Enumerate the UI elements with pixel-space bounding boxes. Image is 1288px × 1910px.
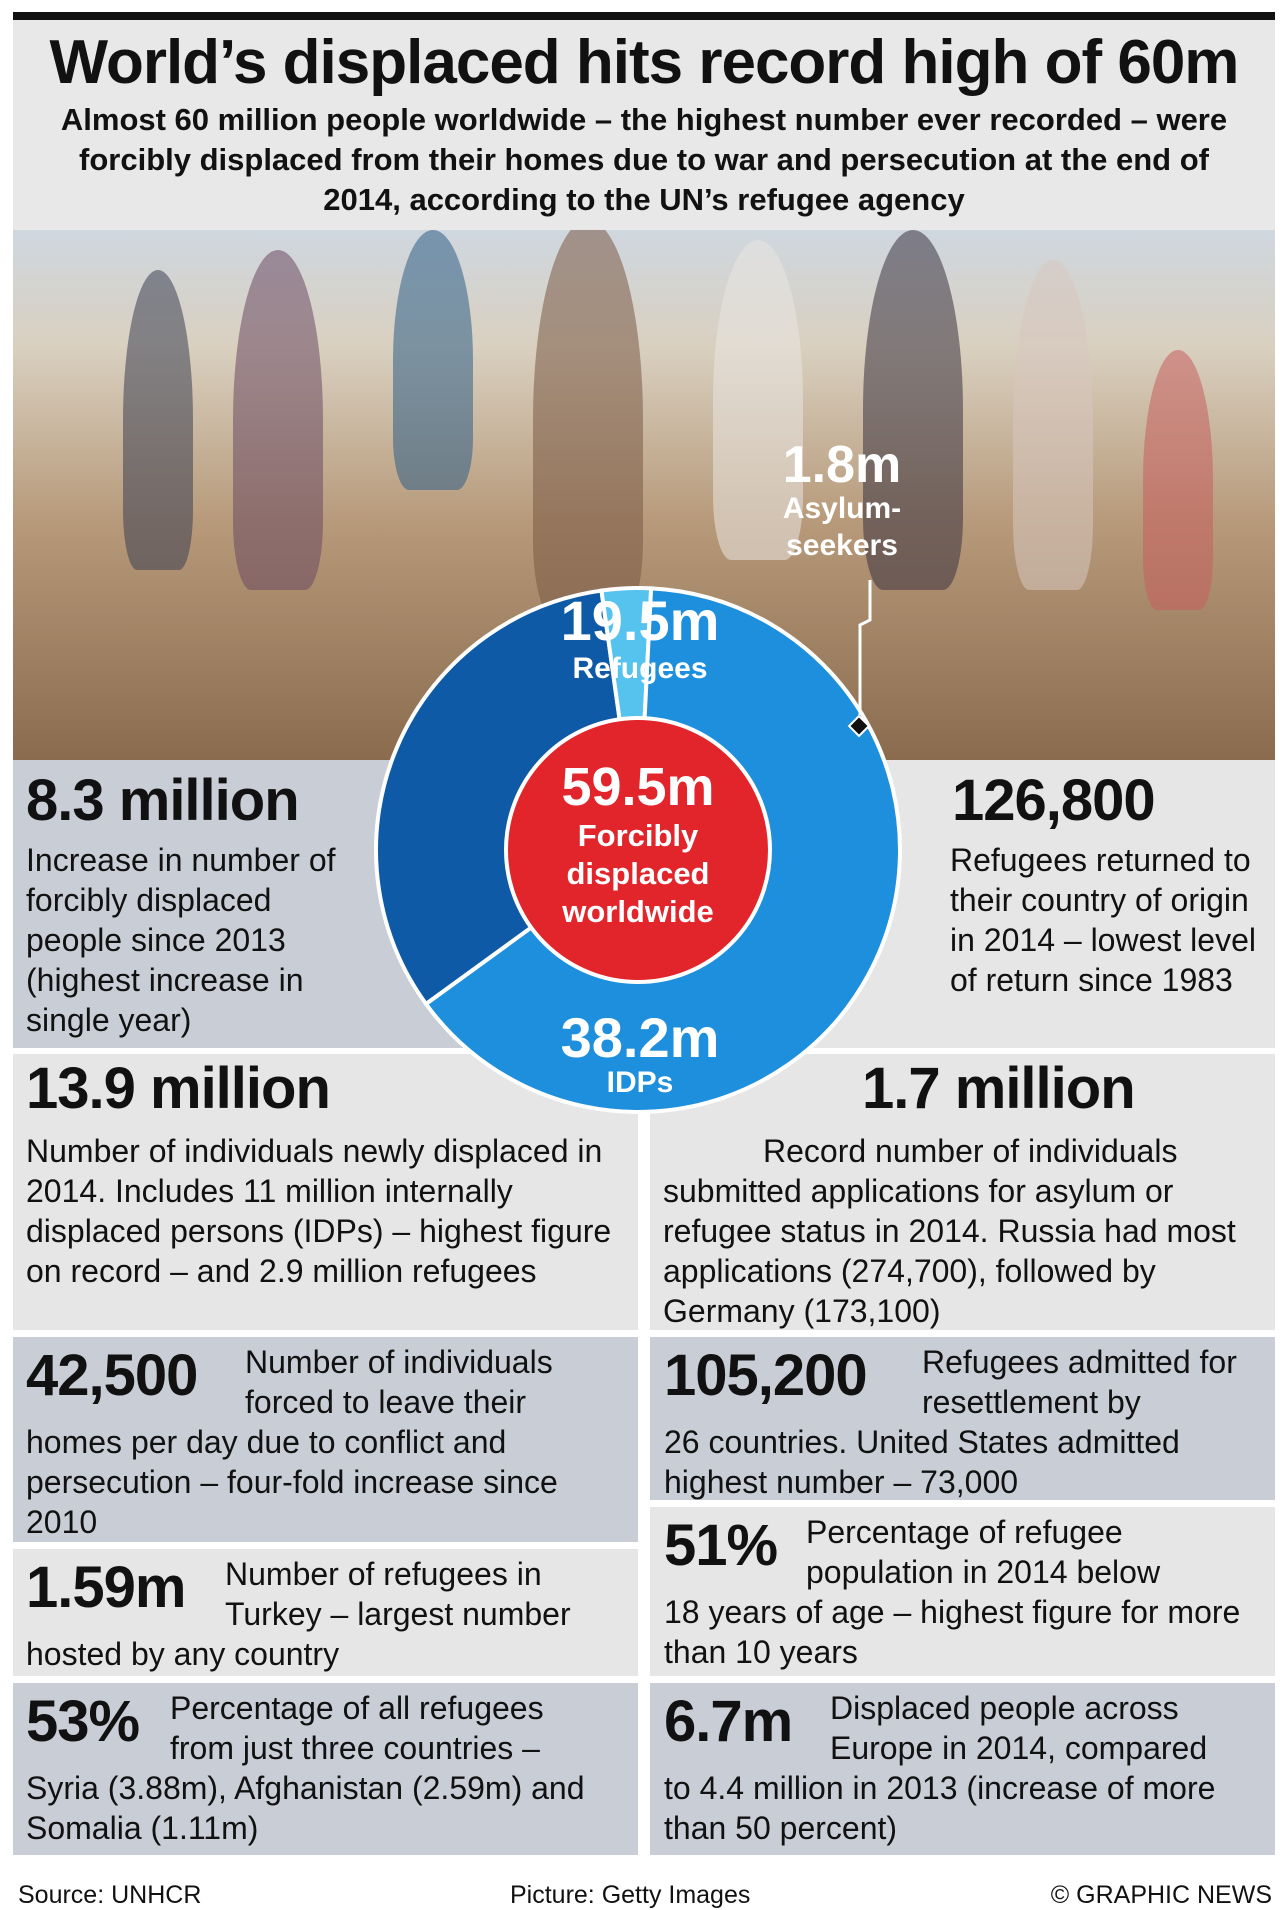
stat-3-number: 13.9 million (26, 1056, 330, 1121)
center-total-line-3: worldwide (562, 894, 714, 929)
footer-credit: © GRAPHIC NEWS (1050, 1881, 1272, 1909)
stat-10-text-a: Displaced people across Europe in 2014, compared (830, 1690, 1208, 1766)
asylum-name-label-2: seekers (786, 529, 898, 562)
asylum-value-label: 1.8m (782, 436, 902, 494)
stat-8-text-a: Percentage of refugee population in 2014 below (806, 1514, 1161, 1590)
stat-1-number: 8.3 million (26, 768, 299, 833)
idps-name-label: IDPs (606, 1066, 674, 1099)
stat-5-text-a: Number of individuals forced to leave their (245, 1344, 553, 1420)
stat-7-number: 1.59m (26, 1555, 186, 1620)
stat-2-number: 126,800 (952, 768, 1155, 833)
stat-5-number: 42,500 (26, 1343, 198, 1408)
refugees-value-label: 19.5m (560, 589, 720, 652)
stat-3-text: Number of individuals newly displaced in 2014. Includes 11 million internally displaced persons (IDPs) – highest figure on record – and 2.9 million refugees (26, 1133, 612, 1289)
footer-source: Source: UNHCR (18, 1881, 202, 1909)
center-total-line-1: Forcibly (577, 818, 699, 853)
stat-9-text-b: Syria (3.88m), Afghanistan (2.59m) and Somalia (1.11m) (26, 1770, 585, 1846)
stat-4-text: Record number of individuals submitted applications for asylum or refugee status in 2014. Russia had most applications (274,700), followed by Germany (173,100) (663, 1133, 1236, 1329)
stat-5-text-b: homes per day due to conflict and persecution – four-fold increase since 2010 (26, 1424, 558, 1540)
stat-8-text-b: 18 years of age – highest figure for more than 10 years (664, 1594, 1241, 1670)
stat-6-number: 105,200 (664, 1343, 867, 1408)
asylum-name-label-1: Asylum- (782, 492, 902, 525)
idps-value-label: 38.2m (560, 1006, 720, 1069)
stat-7-text-b: hosted by any country (26, 1636, 340, 1672)
stat-8-number: 51% (664, 1513, 778, 1578)
stat-1-text: Increase in number of forcibly displaced people since 2013 (highest increase in single year) (26, 842, 336, 1038)
stat-9-number: 53% (26, 1689, 140, 1754)
refugees-name-label: Refugees (572, 652, 708, 685)
center-total-line-2: displaced (566, 856, 710, 891)
stat-2-text: Refugees returned to their country of origin in 2014 – lowest level of return since 1983 (950, 842, 1256, 998)
center-total-value: 59.5m (561, 757, 715, 817)
stat-6-text-b: 26 countries. United States admitted highest number – 73,000 (664, 1424, 1180, 1500)
stat-10-number: 6.7m (664, 1689, 793, 1754)
stat-7-text-a: Number of refugees in Turkey – largest number (225, 1556, 571, 1632)
stat-10-text-b: to 4.4 million in 2013 (increase of more than 50 percent) (664, 1770, 1216, 1846)
page-title: World’s displaced hits record high of 60m (49, 28, 1239, 97)
stat-4-number: 1.7 million (862, 1056, 1135, 1121)
footer-picture: Picture: Getty Images (510, 1881, 751, 1909)
stat-9-text-a: Percentage of all refugees from just three countries – (170, 1690, 544, 1766)
stat-6-text-a: Refugees admitted for resettlement by (922, 1344, 1237, 1420)
page-subtitle: Almost 60 million people worldwide – the highest number ever recorded – were forcibly displaced from their homes due to war and persecution at the end of 2014, according to the UN’s refugee agency (60, 102, 1228, 217)
asylum-leader-line (860, 580, 870, 715)
